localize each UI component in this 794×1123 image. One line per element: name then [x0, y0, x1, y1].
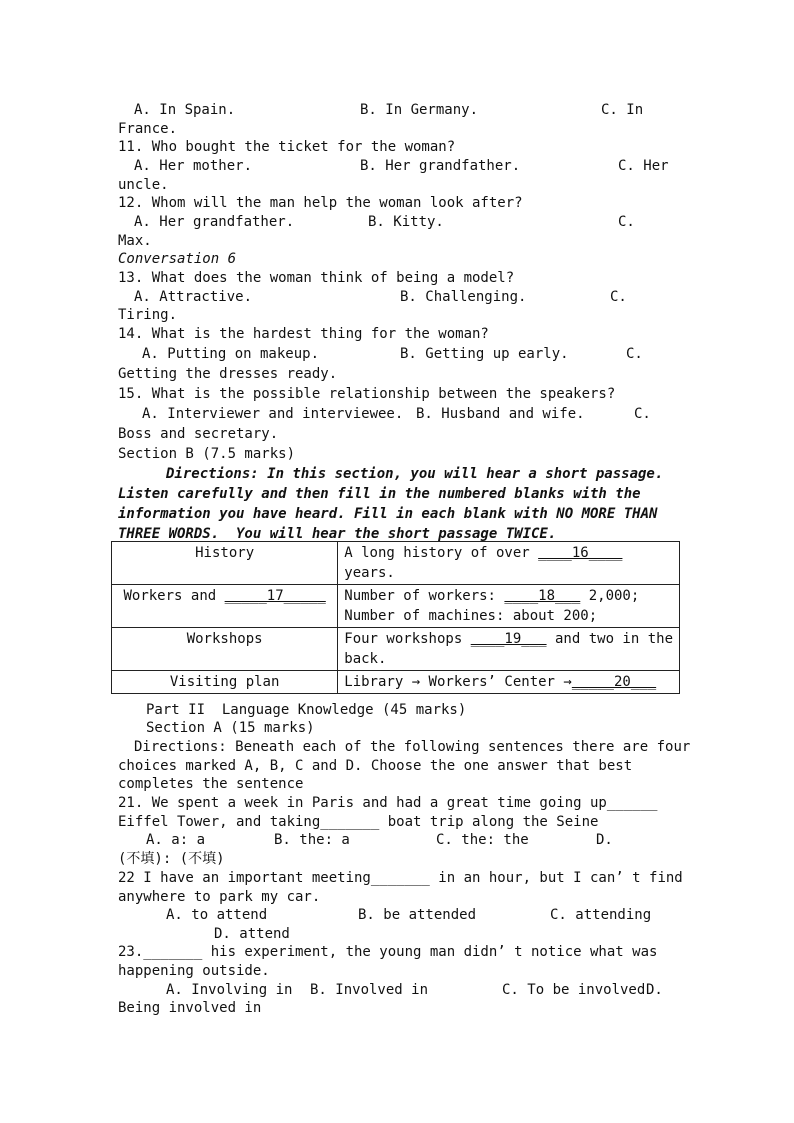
row-content-workers	[338, 585, 680, 628]
q13-option-a: A. Attractive.	[134, 289, 253, 305]
q10-option-a: A. In Spain.	[134, 102, 236, 118]
history-text: A long history of over	[344, 545, 539, 561]
q21-option-a: A. a: a	[146, 832, 206, 848]
q14-option-a: A. Putting on makeup.	[142, 346, 320, 362]
machines-line: Number of machines: about 200;	[344, 608, 598, 624]
q11-option-a: A. Her mother.	[134, 158, 253, 174]
blank-20[interactable]: _____20___	[571, 674, 657, 690]
workers-count-suffix: 2,000;	[580, 588, 640, 604]
q13-option-b: B. Challenging.	[400, 289, 527, 305]
section-b-directions-line-1: Directions: In this section, you will hear a short passage.	[166, 466, 664, 482]
q21-option-d: D.	[596, 832, 613, 848]
q22-stem-line-1: 22 I have an important meeting_______ in an hour, but I can’ t find	[118, 870, 683, 886]
workers-count-text: Number of workers:	[344, 588, 505, 604]
blank-16[interactable]: ____16____	[538, 545, 623, 561]
table-row	[112, 628, 680, 671]
row-label-visiting-plan: Visiting plan	[112, 671, 338, 694]
q22-stem-line-2: anywhere to park my car.	[118, 889, 321, 905]
q11-stem: 11. Who bought the ticket for the woman?	[118, 139, 456, 155]
q23-stem-line-2: happening outside.	[118, 963, 270, 979]
workshops-suffix: and two in the	[546, 631, 673, 647]
q22-option-b: B. be attended	[358, 907, 477, 923]
q10-option-b: B. In Germany.	[360, 102, 479, 118]
conversation-heading: Conversation 6	[118, 251, 237, 267]
q23-option-c: C. To be involved	[502, 982, 646, 998]
q11-option-b: B. Her grandfather.	[360, 158, 521, 174]
row-content-history	[338, 542, 680, 585]
q11-option-c-wrap: uncle.	[118, 177, 169, 193]
q23-stem-line-1: 23._______ his experiment, the young man didn’ t notice what was	[118, 944, 658, 960]
q13-option-c: C.	[610, 289, 627, 305]
row-label-workshops: Workshops	[112, 628, 338, 671]
q13-option-c-wrap: Tiring.	[118, 307, 178, 323]
q22-option-a: A. to attend	[166, 907, 268, 923]
q11-option-c: C. Her	[618, 158, 669, 174]
row-label-history: History	[112, 542, 338, 585]
part-2-directions-line-3: completes the sentence	[118, 776, 304, 792]
q15-option-c: C.	[634, 406, 651, 422]
q12-option-c-wrap: Max.	[118, 233, 152, 249]
table-row	[112, 542, 680, 585]
q23-option-a: A. Involving in	[166, 982, 293, 998]
blank-19[interactable]: ____19___	[470, 631, 547, 647]
section-b-directions-line-3: information you have heard. Fill in each blank with NO MORE THAN	[118, 506, 658, 522]
part-2-heading: Part II Language Knowledge (45 marks)	[146, 702, 467, 718]
q21-option-d-wrap: (不填): (不填)	[118, 851, 225, 867]
q21-stem-line-2: Eiffel Tower, and taking_______ boat trip along the Seine	[118, 814, 599, 830]
workshops-line-1	[344, 629, 673, 649]
q21-option-c: C. the: the	[436, 832, 529, 848]
q12-stem: 12. Whom will the man help the woman look after?	[118, 195, 523, 211]
q15-option-b: B. Husband and wife.	[416, 406, 585, 422]
q14-option-c-wrap: Getting the dresses ready.	[118, 366, 338, 382]
q15-option-a: A. Interviewer and interviewee.	[142, 406, 404, 422]
blank-18[interactable]: ____18___	[504, 588, 581, 604]
q14-stem: 14. What is the hardest thing for the woman?	[118, 326, 489, 342]
table-row	[112, 671, 680, 694]
table-row	[112, 585, 680, 628]
section-b-directions-line-4: THREE WORDS. You will hear the short passage TWICE.	[118, 526, 557, 542]
section-b-directions-line-2: Listen carefully and then fill in the numbered blanks with the	[118, 486, 641, 502]
row-label-workers	[112, 585, 338, 628]
part-2-section-a-heading: Section A (15 marks)	[146, 720, 315, 736]
q10-option-c-wrap: France.	[118, 121, 178, 137]
q14-option-c: C.	[626, 346, 643, 362]
q13-stem: 13. What does the woman think of being a model?	[118, 270, 515, 286]
q21-option-b: B. the: a	[274, 832, 350, 848]
visiting-plan-text: Library → Workers’ Center →	[344, 674, 572, 690]
q22-option-d: D. attend	[214, 926, 290, 942]
row-content-workshops	[338, 628, 680, 671]
q10-option-c: C. In	[601, 102, 644, 118]
q23-option-b: B. Involved in	[310, 982, 429, 998]
workshops-text: Four workshops	[344, 631, 471, 647]
history-suffix: years.	[344, 565, 395, 581]
fill-in-table	[111, 541, 680, 694]
q15-stem: 15. What is the possible relationship between the speakers?	[118, 386, 616, 402]
q12-option-a: A. Her grandfather.	[134, 214, 295, 230]
q23-option-d: D.	[646, 982, 663, 998]
part-2-directions-line-2: choices marked A, B, C and D. Choose the one answer that best	[118, 758, 633, 774]
q21-stem-line-1: 21. We spent a week in Paris and had a great time going up______	[118, 795, 658, 811]
section-b-heading: Section B (7.5 marks)	[118, 446, 296, 462]
workshops-line-2: back.	[344, 651, 387, 667]
q14-option-b: B. Getting up early.	[400, 346, 569, 362]
part-2-directions-line-1: Directions: Beneath each of the following sentences there are four	[134, 739, 691, 755]
q23-option-d-wrap: Being involved in	[118, 1000, 262, 1016]
q12-option-b: B. Kitty.	[368, 214, 444, 230]
workers-line-1	[344, 586, 673, 606]
workers-label: Workers and	[123, 588, 225, 604]
q12-option-c: C.	[618, 214, 635, 230]
q22-option-c: C. attending	[550, 907, 652, 923]
row-content-visiting-plan	[338, 671, 680, 694]
q15-option-c-wrap: Boss and secretary.	[118, 426, 279, 442]
blank-17[interactable]: _____17_____	[224, 588, 326, 604]
